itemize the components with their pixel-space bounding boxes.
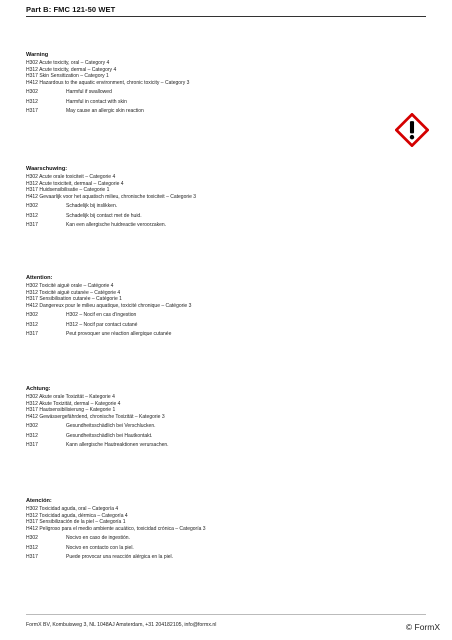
- hazard-statement: [26, 422, 426, 432]
- footer-address: FormX BV, Kombuisweg 3, NL 1048AJ Amsterdam, +31 20418210​5, info@formx.nl: [26, 622, 217, 628]
- classification-line: H317 Sensibilización de la piel – Categoría 1: [26, 519, 126, 525]
- hazard-code: H312: [26, 98, 38, 105]
- classification-line: H312 Acute toxiciteit, dermaal – Categorie 4: [26, 180, 124, 187]
- hazard-statement: [26, 432, 426, 442]
- footer-divider: [26, 614, 426, 615]
- hazard-statement-list: [26, 88, 426, 117]
- section-german: [26, 385, 426, 451]
- classification-line: H317 Huidsensibilisatie – Categorie 1: [26, 187, 110, 193]
- section-title: Atención:: [26, 498, 52, 504]
- ghs07-exclamation-icon: [395, 113, 429, 147]
- hazard-code: H317: [26, 108, 38, 115]
- hazard-statement: [26, 212, 426, 222]
- classification-line: H312 Akute Toxizität, dermal – Kategorie 4: [26, 400, 121, 407]
- section-french: [26, 274, 426, 340]
- classification-line: H317 Hautsensibilisierung – Kategorie 1: [26, 407, 116, 413]
- classification-line: H302 Toxicité aiguë orale – Catégorie 4: [26, 283, 114, 289]
- hazard-code: H312: [26, 544, 38, 551]
- hazard-code: H302: [26, 423, 38, 429]
- hazard-code: H317: [26, 442, 38, 449]
- classification-line: H312 Toxicidad aguda, dérmica – Categoría 4: [26, 512, 128, 519]
- hazard-text: May cause an allergic skin reaction: [66, 108, 144, 115]
- hazard-code: H317: [26, 331, 38, 338]
- classification-line: H302 Toxicidad aguda, oral – Categoría 4: [26, 506, 119, 512]
- document-header: [0, 0, 452, 17]
- hazard-code: H302: [26, 89, 38, 95]
- hazard-statement: [26, 107, 426, 117]
- hazard-code: H312: [26, 432, 38, 439]
- section-title: Attention:: [26, 275, 53, 281]
- exclamation-dot: [410, 135, 414, 139]
- section-title: Warning: [26, 52, 49, 58]
- hazard-statement: [26, 321, 426, 331]
- classification-line: H317 Sensibilisation cutanée – Catégorie 1: [26, 296, 122, 302]
- hazard-code: H317: [26, 554, 38, 561]
- hazard-text: Nocivo en contacto con la piel.: [66, 544, 134, 551]
- formx-logo: © FormX: [405, 622, 440, 632]
- section-english: [26, 51, 426, 117]
- hazard-text: Kann allergische Hautreaktionen verursachen.: [66, 442, 169, 449]
- hazard-text: Puede provocar una reacción alérgica en la piel.: [66, 554, 174, 561]
- hazard-text: H302 – Nocif en cas d’ingestion: [66, 312, 137, 318]
- classification-line: H312 Toxicité aiguë cutanée – Catégorie 4: [26, 289, 121, 296]
- hazard-text: Harmful in contact with skin: [66, 98, 127, 105]
- hazard-code: H312: [26, 321, 38, 328]
- classification-line: H412 Hazardous to the aquatic environment, chronic toxicity – Category 3: [26, 79, 190, 86]
- classification-line: H317 Skin Sensitization – Category 1: [26, 73, 109, 79]
- hazard-code: H302: [26, 535, 38, 541]
- hazard-statement: [26, 553, 426, 563]
- hazard-code: H312: [26, 212, 38, 219]
- hazard-statement-list: [26, 311, 426, 340]
- hazard-statement-list: [26, 534, 426, 563]
- hazard-text: Kan een allergische huidreactie veroorzaken.: [66, 222, 167, 229]
- hazard-code: H302: [26, 312, 38, 318]
- hazard-code: H302: [26, 203, 38, 209]
- hazard-text: H312 – Nocif par contact cutané: [66, 321, 138, 328]
- section-title: Waarschuwing:: [26, 166, 68, 172]
- hazard-text: Gesundheitsschädlich bei Hautkontakt.: [66, 432, 153, 439]
- hazard-text: Schadelijk bij contact met de huid.: [66, 212, 142, 219]
- section-spanish: [26, 497, 426, 563]
- hazard-statement: [26, 544, 426, 554]
- hazard-statement: [26, 441, 426, 451]
- hazard-statement: [26, 88, 426, 98]
- section-title: Achtung:: [26, 386, 51, 392]
- hazard-text: Nocivo en caso de ingestión.: [66, 535, 130, 541]
- hazard-statement: [26, 330, 426, 340]
- exclamation-bar: [410, 121, 414, 133]
- hazard-code: H317: [26, 222, 38, 229]
- hazard-statement: [26, 311, 426, 321]
- classification-line: H302 Acute orale toxiciteit – Categorie 4: [26, 174, 116, 180]
- hazard-statement-list: [26, 422, 426, 451]
- hazard-statement: [26, 202, 426, 212]
- hazard-text: Schadelijk bij inslikken.: [66, 203, 118, 209]
- classification-line: H302 Akute orale Toxizität – Kategorie 4: [26, 394, 115, 400]
- hazard-statement-list: [26, 202, 426, 231]
- classification-line: H412 Gevaarlijk voor het aquatisch milieu, chronische toxiciteit – Categorie 3: [26, 193, 197, 200]
- hazard-text: Peut provoquer une réaction allergique cutanée: [66, 331, 172, 338]
- hazard-text: Gesundheitsschädlich bei Verschlucken.: [66, 423, 156, 429]
- hazard-statement: [26, 98, 426, 108]
- classification-line: H312 Acute toxicity, dermal – Category 4: [26, 66, 117, 73]
- section-dutch: [26, 165, 426, 231]
- hazard-statement: [26, 221, 426, 231]
- classification-line: H412 Gewässergefährdend, chronische Toxizität – Kategorie 3: [26, 413, 165, 420]
- classification-line: H412 Dangereux pour le milieu aquatique, toxicité chronique – Catégorie 3: [26, 302, 192, 309]
- document-title: Part B: FMC 121-50 WET: [26, 5, 116, 14]
- classification-line: H412 Peligroso para el medio ambiente acuático, toxicidad crónica – Categoría 3: [26, 525, 206, 532]
- classification-line: H302 Acute toxicity, oral – Category 4: [26, 60, 110, 66]
- hazard-statement: [26, 534, 426, 544]
- header-divider: [26, 16, 426, 17]
- hazard-text: Harmful if swallowed: [66, 89, 112, 95]
